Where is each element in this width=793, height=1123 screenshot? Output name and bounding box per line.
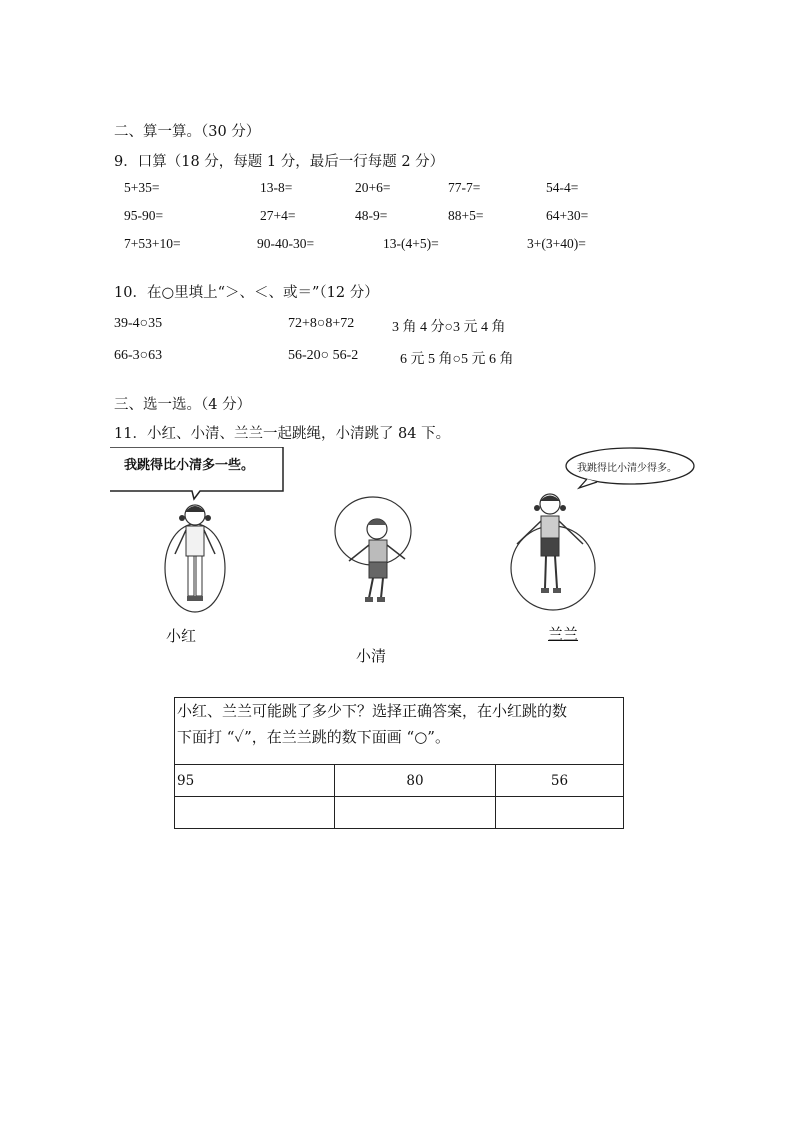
oral-calc-item: 13-(4+5)= xyxy=(383,236,439,251)
compare-item: 72+8○8+72 xyxy=(288,316,355,331)
table-prompt-line-1: 小红、兰兰可能跳了多少下？选择正确答案，在小红跳的数 xyxy=(177,702,568,720)
oral-calc-item: 13-8= xyxy=(260,180,293,195)
compare-item: 66-3○63 xyxy=(114,348,163,363)
speech-text-right: 我跳得比小清少得多。 xyxy=(577,463,677,474)
oral-calc-item: 20+6= xyxy=(355,180,391,195)
section-2-title: 二、算一算。（30 分） xyxy=(114,124,261,140)
answer-cell[interactable] xyxy=(175,797,335,829)
girl-xiaohong-illustration xyxy=(160,498,230,620)
options-row xyxy=(175,765,624,797)
name-label-xiaoqing: 小清 xyxy=(356,647,387,665)
oral-calc-item: 90-40-30= xyxy=(257,236,315,251)
option-cell: 80 xyxy=(335,765,496,797)
option-cell: 95 xyxy=(175,765,335,797)
girl-xiaoqing-illustration xyxy=(325,493,421,615)
answer-cell[interactable] xyxy=(496,797,624,829)
oral-calc-item: 95-90= xyxy=(124,208,164,223)
answer-table xyxy=(174,697,624,829)
oral-calc-item: 77-7= xyxy=(448,180,481,195)
name-label-xiaohong: 小红 xyxy=(166,627,197,645)
oral-calc-item: 7+53+10= xyxy=(124,236,181,251)
speech-text-left: 我跳得比小清多一些。 xyxy=(124,458,255,473)
answer-row xyxy=(175,797,624,829)
section-3-title: 三、选一选。（4 分） xyxy=(114,397,252,413)
q10-title: 10．在○里填上“＞、＜、或＝”（12 分） xyxy=(114,285,379,301)
girl-lanlan-illustration xyxy=(505,488,601,616)
compare-item: 3 角 4 分○3 元 4 角 xyxy=(392,320,506,335)
compare-item: 6 元 5 角○5 元 6 角 xyxy=(400,352,514,367)
oral-calc-item: 27+4= xyxy=(260,208,296,223)
q9-title: 9．口算（18 分，每题 1 分，最后一行每题 2 分） xyxy=(114,154,445,170)
oral-calc-item: 5+35= xyxy=(124,180,160,195)
q11-title: 11．小红、小清、兰兰一起跳绳，小清跳了 84 下。 xyxy=(114,426,451,442)
option-cell: 56 xyxy=(496,765,624,797)
oral-calc-item: 88+5= xyxy=(448,208,484,223)
oral-calc-item: 48-9= xyxy=(355,208,388,223)
oral-calc-item: 3+(3+40)= xyxy=(527,236,586,251)
oral-calc-item: 64+30= xyxy=(546,208,589,223)
table-prompt-line-2: 下面打 “✓”，在兰兰跳的数下面画 “○”。 xyxy=(177,728,450,746)
compare-item: 56-20○ 56-2 xyxy=(288,348,359,363)
compare-item: 39-4○35 xyxy=(114,316,163,331)
table-prompt-cell xyxy=(175,698,624,765)
name-label-lanlan: 兰兰 xyxy=(548,625,579,643)
answer-cell[interactable] xyxy=(335,797,496,829)
oral-calc-item: 54-4= xyxy=(546,180,579,195)
